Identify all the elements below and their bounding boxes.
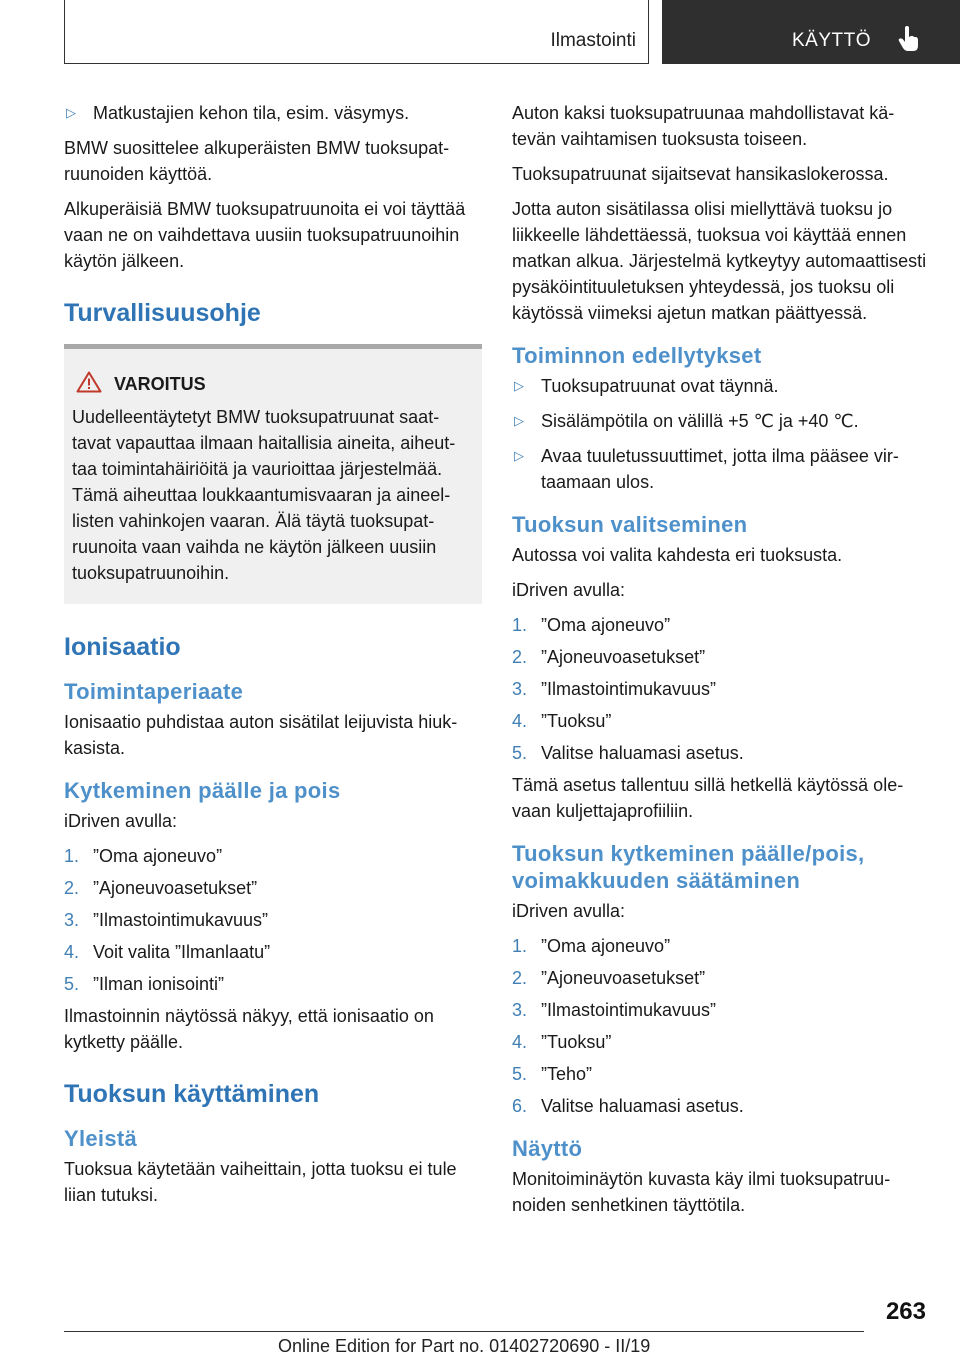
list-item: [512, 933, 930, 959]
list-item: [512, 1093, 930, 1119]
list-item: [64, 875, 482, 901]
paragraph: iDriven avulla:: [64, 811, 178, 831]
step-number: 2.: [64, 878, 80, 898]
heading-general: Yleistä: [64, 1126, 138, 1151]
paragraph: Ionisaatio puhdistaa auton sisätilat leijuvista hiukkasista.: [64, 712, 458, 758]
list-item: [512, 997, 930, 1023]
list-item: [512, 965, 930, 991]
requirements-list: [512, 373, 930, 495]
step-number: 3.: [512, 679, 528, 699]
pointing-hand-icon: [898, 26, 920, 57]
list-item: ▷ Tuoksupatruunat ovat täynnä.: [512, 373, 930, 399]
edition-note: Online Edition for Part no. 01402720690 - II/19: [278, 1336, 651, 1356]
list-item: [64, 971, 482, 997]
steps-list: [512, 933, 930, 1119]
step-text: Valitse haluamasi asetus.: [541, 1096, 744, 1116]
step-text: ”Oma ajoneuvo”: [541, 936, 671, 956]
step-number: 3.: [512, 1000, 528, 1020]
chapter-tab: [662, 0, 960, 64]
steps-list: [64, 843, 482, 997]
step-number: 1.: [512, 615, 528, 635]
list-item: [512, 1061, 930, 1087]
heading-fragrance-use: Tuoksun käyttäminen: [64, 1080, 320, 1108]
list-item: ▷ Matkustajien kehon tila, esim. väsymys.: [64, 100, 482, 126]
step-text: ”Oma ajoneuvo”: [541, 615, 671, 635]
step-number: 5.: [64, 974, 80, 994]
step-text: ”Ilmastointimukavuus”: [93, 910, 269, 930]
step-text: ”Ilman ionisointi”: [93, 974, 225, 994]
heading-toggle-fragrance: Tuoksun kytkeminen päälle/pois, voimakkuuden säätäminen: [512, 841, 865, 893]
triangle-bullet-icon: ▷: [514, 413, 524, 428]
list-item: ▷ Avaa tuuletussuuttimet, jotta ilma pääsee virtaamaan ulos.: [512, 443, 930, 495]
warning-label: VAROITUS: [114, 374, 206, 394]
paragraph: Autossa voi valita kahdesta eri tuoksusta.: [512, 545, 843, 565]
step-text: ”Ajoneuvoasetukset”: [541, 647, 706, 667]
left-column: [64, 100, 482, 1217]
step-text: Voit valita ”Ilmanlaatu”: [93, 942, 271, 962]
step-number: 3.: [64, 910, 80, 930]
header-section-box: [64, 0, 649, 64]
section-title: Ilmastointi: [550, 30, 636, 51]
steps-list: [512, 612, 930, 766]
warning-box: [64, 344, 482, 604]
list-item: [64, 939, 482, 965]
step-number: 1.: [512, 936, 528, 956]
paragraph: Ilmastoinnin näytössä näkyy, että ionisaatio on kytketty päälle.: [64, 1006, 434, 1052]
paragraph: Monitoiminäytön kuvasta käy ilmi tuoksupatruunoiden senhetkinen täyttötila.: [512, 1169, 891, 1215]
heading-principle: Toimintaperiaate: [64, 679, 244, 704]
list-item: [512, 612, 930, 638]
step-text: ”Ajoneuvoasetukset”: [541, 968, 706, 988]
chapter-tab-label: KÄYTTÖ: [792, 30, 872, 51]
paragraph: iDriven avulla:: [512, 580, 626, 600]
step-number: 4.: [64, 942, 80, 962]
paragraph: Jotta auton sisätilassa olisi miellyttävä tuoksu jo liikkeelle lähdettäessä, tuoksua voi käyttää ennen matkan alkua. Järjestelmä kytkeytyy automaattisesti pysäköintituuletuksen yhteydessä, jos tuoksu oli käytössä viimeksi ajetun matkan päättyessä.: [512, 199, 927, 323]
paragraph: Alkuperäisiä BMW tuoksupatruunoita ei voi täyttää vaan ne on vaihdettava uusiin tuoksupatruunoihin käytön jälkeen.: [64, 199, 466, 271]
step-number: 6.: [512, 1096, 528, 1116]
triangle-bullet-icon: ▷: [66, 105, 76, 120]
step-text: ”Ilmastointimukavuus”: [541, 679, 717, 699]
step-text: ”Tuoksu”: [541, 1032, 612, 1052]
triangle-bullet-icon: ▷: [514, 378, 524, 393]
warning-triangle-icon: [76, 371, 102, 398]
step-number: 2.: [512, 647, 528, 667]
heading-safety: Turvallisuusohje: [64, 299, 261, 327]
step-text: ”Ajoneuvoasetukset”: [93, 878, 258, 898]
heading-select-fragrance: Tuoksun valitseminen: [512, 512, 748, 537]
step-number: 2.: [512, 968, 528, 988]
step-text: ”Oma ajoneuvo”: [93, 846, 223, 866]
right-column: [512, 100, 930, 1227]
step-number: 4.: [512, 1032, 528, 1052]
paragraph: Tuoksupatruunat sijaitsevat hansikaslokerossa.: [512, 164, 889, 184]
heading-requirements: Toiminnon edellytykset: [512, 343, 762, 368]
list-item: [512, 644, 930, 670]
triangle-bullet-icon: ▷: [514, 448, 524, 463]
list-item: [512, 1029, 930, 1055]
paragraph: BMW suosittelee alkuperäisten BMW tuoksupatruunoiden käyttöä.: [64, 138, 450, 184]
paragraph: Tuoksua käytetään vaiheittain, jotta tuoksu ei tule liian tutuksi.: [64, 1159, 457, 1205]
step-text: ”Teho”: [541, 1064, 593, 1084]
list-item: [512, 708, 930, 734]
heading-display: Näyttö: [512, 1136, 583, 1161]
warning-text: Uudelleentäytetyt BMW tuoksupatruunat saattavat vapauttaa ilmaan haitallisia aineita, aiheuttaa toimintahäiriöitä ja vaurioittaa järjestelmää. Tämä aiheuttaa loukkaantumisvaaran ja aineellisten vahinkojen vaaran. Älä täytä tuoksupatruunoita vaan vaihda ne käytön jälkeen uusiin tuoksupatruunoihin.: [72, 407, 456, 583]
heading-ionisation: Ionisaatio: [64, 633, 181, 661]
paragraph: Auton kaksi tuoksupatruunaa mahdollistavat kätevän vaihtamisen tuoksusta toiseen.: [512, 103, 895, 149]
warning-header: [72, 371, 472, 398]
list-item: [512, 676, 930, 702]
page-number: 263: [885, 1298, 926, 1325]
footer-divider: [64, 1331, 864, 1332]
step-number: 4.: [512, 711, 528, 731]
step-number: 5.: [512, 743, 528, 763]
step-text: Valitse haluamasi asetus.: [541, 743, 744, 763]
paragraph: Tämä asetus tallentuu sillä hetkellä käytössä olevaan kuljettajaprofiiliin.: [512, 775, 904, 821]
step-number: 1.: [64, 846, 80, 866]
heading-on-off: Kytkeminen päälle ja pois: [64, 778, 341, 803]
list-item: ▷ Sisälämpötila on välillä +5 ℃ ja +40 ℃.: [512, 408, 930, 434]
list-item: [64, 907, 482, 933]
list-item: [512, 740, 930, 766]
paragraph: iDriven avulla:: [512, 901, 626, 921]
step-text: ”Ilmastointimukavuus”: [541, 1000, 717, 1020]
step-number: 5.: [512, 1064, 528, 1084]
step-text: ”Tuoksu”: [541, 711, 612, 731]
list-item: [64, 843, 482, 869]
